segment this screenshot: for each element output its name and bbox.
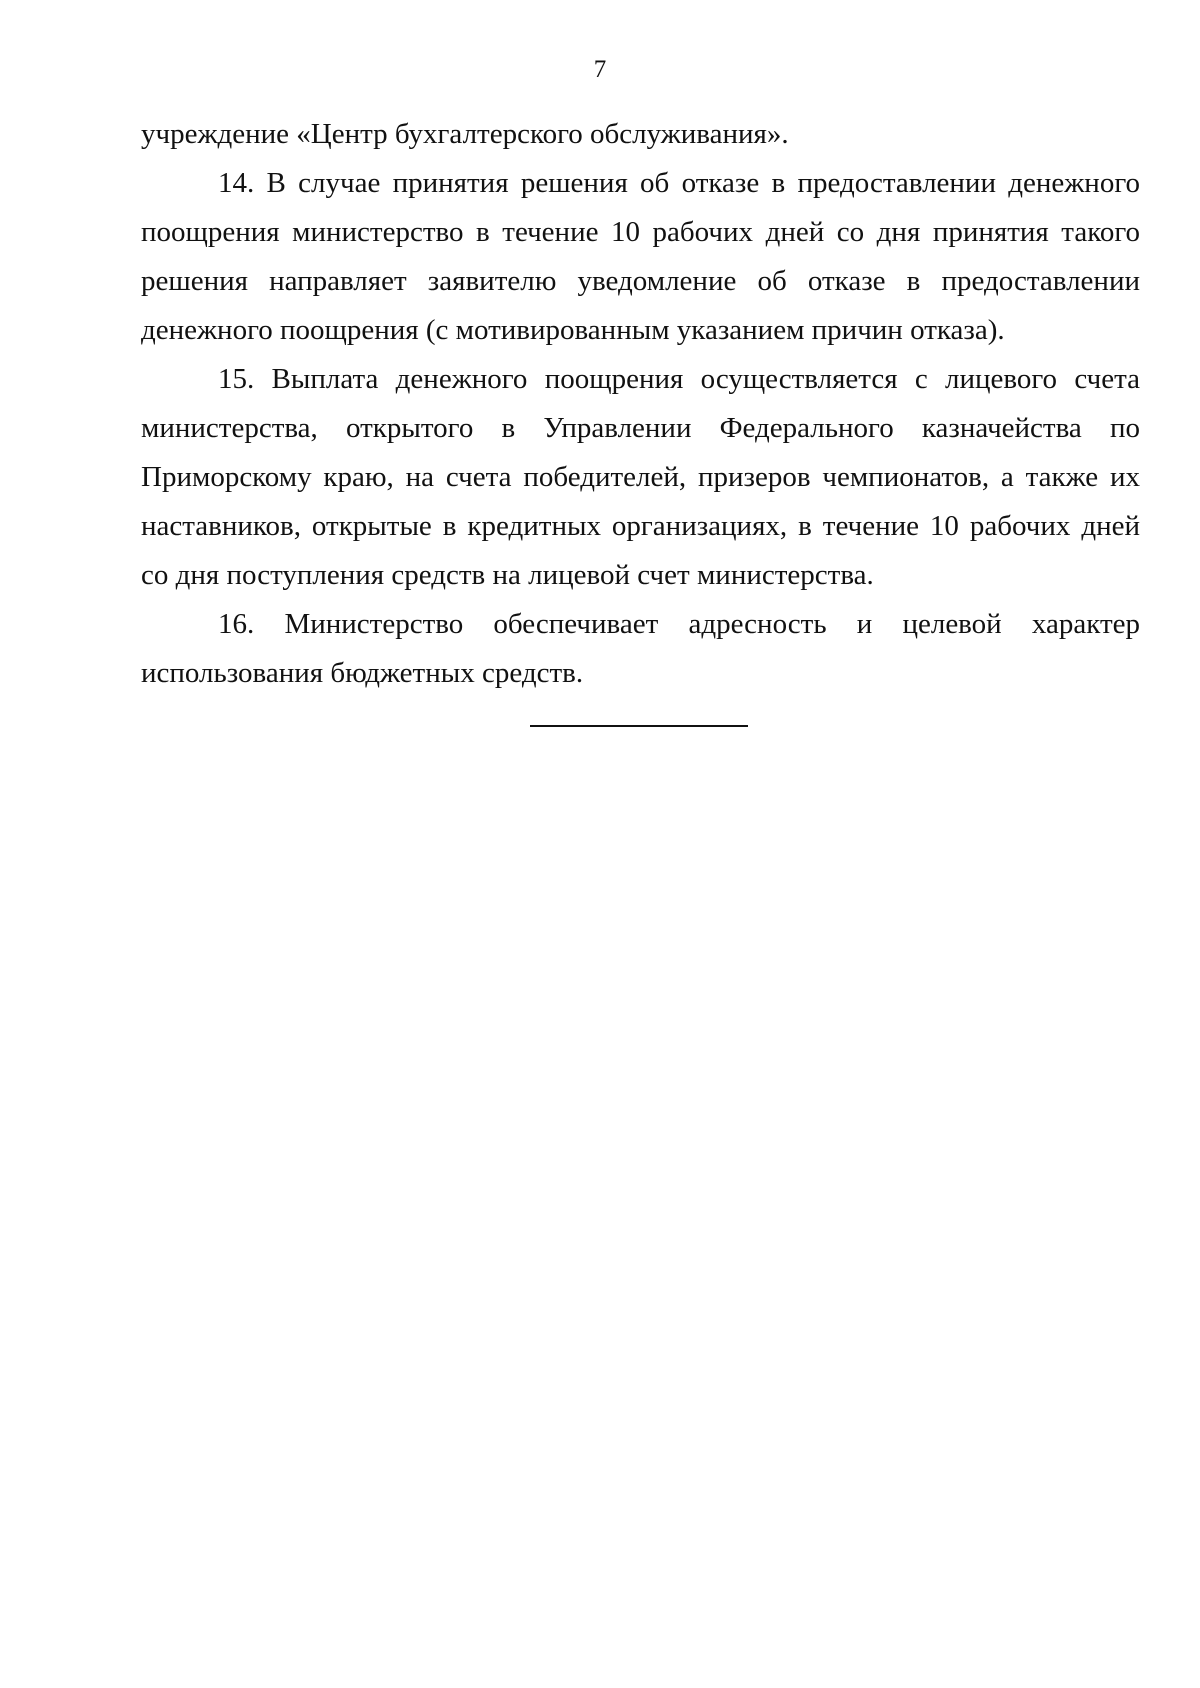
page-number: 7 <box>593 56 607 83</box>
document-body <box>141 110 1140 698</box>
paragraph-14: 14. В случае принятия решения об отказе в предоставлении денежного поощрения министерство в течение 10 рабочих дней со дня принятия такого решения направляет заявителю уведомление об отказе в предоставлении денежного поощрения (с мотивированным указанием причин отказа). <box>141 167 1140 346</box>
paragraph-16: 16. Министерство обеспечивает адресность и целевой характер использования бюджетных средств. <box>141 608 1140 689</box>
continuation-paragraph: учреждение «Центр бухгалтерского обслуживания». <box>141 118 789 150</box>
paragraph-15: 15. Выплата денежного поощрения осуществляется с лицевого счета министерства, открытого в Управлении Федерального казначейства по Приморскому краю, на счета победителей, призеров чемпионатов, а также их наставников, открытые в кредитных организациях, в течение 10 рабочих дней со дня поступления средств на лицевой счет министерства. <box>141 363 1140 591</box>
end-separator-line <box>530 725 748 727</box>
